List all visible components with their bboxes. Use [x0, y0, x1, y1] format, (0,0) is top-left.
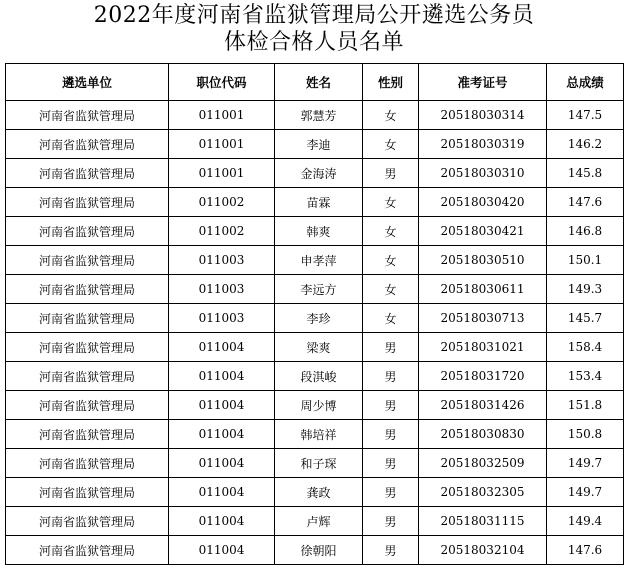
- header-gender: 性别: [363, 64, 419, 101]
- cell-gender: 男: [363, 333, 419, 362]
- cell-exam-number: 20518030510: [419, 246, 547, 275]
- cell-name: 卢辉: [275, 507, 363, 536]
- cell-name: 龚政: [275, 478, 363, 507]
- table-row: [6, 420, 624, 449]
- table-row: [6, 217, 624, 246]
- results-table-container: [5, 63, 623, 565]
- cell-gender: 女: [363, 304, 419, 333]
- cell-unit: 河南省监狱管理局: [6, 449, 169, 478]
- cell-total-score: 145.8: [547, 159, 624, 188]
- cell-name: 和子琛: [275, 449, 363, 478]
- cell-exam-number: 20518032104: [419, 536, 547, 565]
- cell-unit: 河南省监狱管理局: [6, 391, 169, 420]
- table-row: [6, 275, 624, 304]
- header-name: 姓名: [275, 64, 363, 101]
- header-position-code: 职位代码: [169, 64, 275, 101]
- cell-total-score: 145.7: [547, 304, 624, 333]
- cell-total-score: 158.4: [547, 333, 624, 362]
- cell-unit: 河南省监狱管理局: [6, 246, 169, 275]
- cell-gender: 男: [363, 159, 419, 188]
- table-header-row: [6, 64, 624, 101]
- cell-gender: 女: [363, 246, 419, 275]
- cell-name: 徐朝阳: [275, 536, 363, 565]
- table-row: [6, 333, 624, 362]
- cell-total-score: 153.4: [547, 362, 624, 391]
- cell-name: 周少博: [275, 391, 363, 420]
- cell-position-code: 011003: [169, 275, 275, 304]
- cell-unit: 河南省监狱管理局: [6, 159, 169, 188]
- cell-position-code: 011002: [169, 188, 275, 217]
- cell-position-code: 011004: [169, 507, 275, 536]
- cell-gender: 男: [363, 449, 419, 478]
- cell-name: 李迪: [275, 130, 363, 159]
- cell-unit: 河南省监狱管理局: [6, 130, 169, 159]
- cell-total-score: 147.6: [547, 188, 624, 217]
- cell-name: 申孝萍: [275, 246, 363, 275]
- cell-position-code: 011004: [169, 449, 275, 478]
- cell-total-score: 149.3: [547, 275, 624, 304]
- table-row: [6, 246, 624, 275]
- cell-gender: 男: [363, 420, 419, 449]
- cell-unit: 河南省监狱管理局: [6, 188, 169, 217]
- cell-total-score: 149.4: [547, 507, 624, 536]
- cell-name: 苗霖: [275, 188, 363, 217]
- cell-exam-number: 20518031720: [419, 362, 547, 391]
- cell-position-code: 011004: [169, 362, 275, 391]
- table-row: [6, 130, 624, 159]
- table-row: [6, 449, 624, 478]
- header-total-score: 总成绩: [547, 64, 624, 101]
- cell-gender: 女: [363, 217, 419, 246]
- table-row: [6, 159, 624, 188]
- cell-unit: 河南省监狱管理局: [6, 536, 169, 565]
- cell-unit: 河南省监狱管理局: [6, 275, 169, 304]
- cell-exam-number: 20518030310: [419, 159, 547, 188]
- cell-total-score: 146.2: [547, 130, 624, 159]
- cell-exam-number: 20518030713: [419, 304, 547, 333]
- cell-total-score: 149.7: [547, 478, 624, 507]
- cell-total-score: 146.8: [547, 217, 624, 246]
- cell-position-code: 011004: [169, 420, 275, 449]
- cell-position-code: 011002: [169, 217, 275, 246]
- header-unit: 遴选单位: [6, 64, 169, 101]
- cell-position-code: 011003: [169, 246, 275, 275]
- cell-exam-number: 20518030319: [419, 130, 547, 159]
- cell-unit: 河南省监狱管理局: [6, 507, 169, 536]
- cell-position-code: 011004: [169, 333, 275, 362]
- cell-gender: 男: [363, 536, 419, 565]
- cell-exam-number: 20518031426: [419, 391, 547, 420]
- table-row: [6, 101, 624, 130]
- cell-total-score: 150.8: [547, 420, 624, 449]
- cell-name: 韩爽: [275, 217, 363, 246]
- title-line-2: 体检合格人员名单: [223, 30, 404, 55]
- cell-position-code: 011001: [169, 101, 275, 130]
- cell-name: 郭慧芳: [275, 101, 363, 130]
- cell-unit: 河南省监狱管理局: [6, 333, 169, 362]
- cell-name: 段淇峻: [275, 362, 363, 391]
- cell-name: 梁爽: [275, 333, 363, 362]
- table-row: [6, 507, 624, 536]
- cell-exam-number: 20518031021: [419, 333, 547, 362]
- cell-gender: 女: [363, 275, 419, 304]
- cell-unit: 河南省监狱管理局: [6, 217, 169, 246]
- cell-unit: 河南省监狱管理局: [6, 101, 169, 130]
- document-title: [0, 0, 628, 56]
- cell-unit: 河南省监狱管理局: [6, 478, 169, 507]
- table-row: [6, 362, 624, 391]
- cell-name: 韩培祥: [275, 420, 363, 449]
- cell-exam-number: 20518031115: [419, 507, 547, 536]
- cell-name: 李珍: [275, 304, 363, 333]
- cell-name: 李远方: [275, 275, 363, 304]
- cell-position-code: 011003: [169, 304, 275, 333]
- table-row: [6, 478, 624, 507]
- cell-position-code: 011001: [169, 159, 275, 188]
- cell-total-score: 147.6: [547, 536, 624, 565]
- title-line-1: 2022年度河南省监狱管理局公开遴选公务员: [93, 3, 535, 28]
- cell-exam-number: 20518030420: [419, 188, 547, 217]
- cell-gender: 男: [363, 507, 419, 536]
- cell-gender: 女: [363, 188, 419, 217]
- cell-unit: 河南省监狱管理局: [6, 420, 169, 449]
- cell-total-score: 150.1: [547, 246, 624, 275]
- cell-gender: 女: [363, 130, 419, 159]
- table-row: [6, 304, 624, 333]
- cell-exam-number: 20518030830: [419, 420, 547, 449]
- table-body: [6, 101, 624, 565]
- cell-total-score: 151.8: [547, 391, 624, 420]
- cell-exam-number: 20518030314: [419, 101, 547, 130]
- cell-gender: 男: [363, 362, 419, 391]
- table-row: [6, 536, 624, 565]
- table-row: [6, 188, 624, 217]
- cell-total-score: 149.7: [547, 449, 624, 478]
- cell-unit: 河南省监狱管理局: [6, 362, 169, 391]
- cell-gender: 男: [363, 478, 419, 507]
- cell-name: 金海涛: [275, 159, 363, 188]
- cell-exam-number: 20518032305: [419, 478, 547, 507]
- cell-exam-number: 20518030611: [419, 275, 547, 304]
- cell-gender: 女: [363, 101, 419, 130]
- table-row: [6, 391, 624, 420]
- cell-position-code: 011004: [169, 536, 275, 565]
- header-exam-number: 准考证号: [419, 64, 547, 101]
- cell-position-code: 011001: [169, 130, 275, 159]
- results-table: [5, 63, 624, 565]
- cell-unit: 河南省监狱管理局: [6, 304, 169, 333]
- cell-gender: 男: [363, 391, 419, 420]
- cell-position-code: 011004: [169, 478, 275, 507]
- cell-total-score: 147.5: [547, 101, 624, 130]
- cell-position-code: 011004: [169, 391, 275, 420]
- cell-exam-number: 20518030421: [419, 217, 547, 246]
- cell-exam-number: 20518032509: [419, 449, 547, 478]
